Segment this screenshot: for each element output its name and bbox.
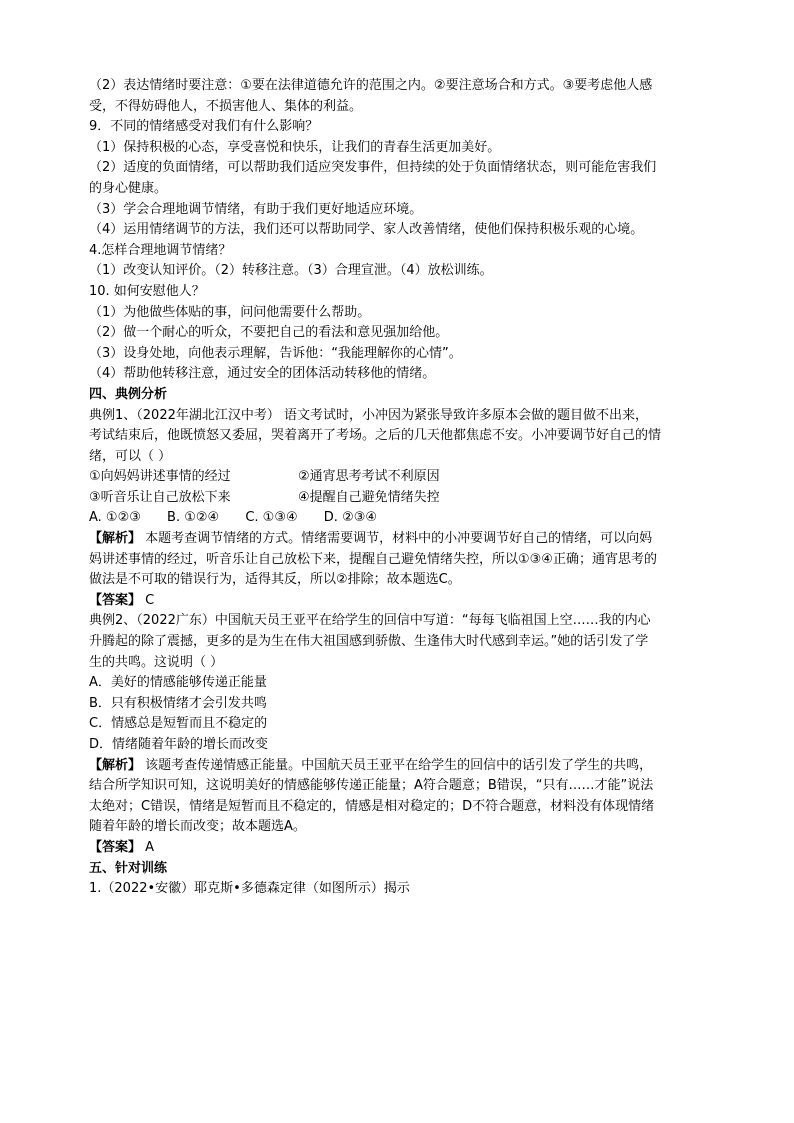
option-d: D．情绪随着年龄的增长而改变 [89,737,269,752]
example2-stem-line: 典例2、（2022广东）中国航天员王亚平在给学生的回信中写道：“每每飞临祖国上空……我的内心 [89,613,651,629]
text-line: （2）适度的负面情绪，可以帮助我们适应突发事件，但持续的处于负面情绪状态，则可能危害我们 [89,160,657,176]
text-line: （1）为他做些体贴的事，问问他需要什么帮助。 [89,304,371,320]
example1-stem-line: 典例1、（2022年湖北江汉中考） 语文考试时，小冲因为紧张导致许多原本会做的题目做不出来， [89,407,648,423]
example1-choices [89,508,709,529]
example2-answer [89,838,709,859]
option-b: B．只有积极情绪才会引发共鸣 [89,695,267,711]
example1-item: ①向妈妈讲述事情的经过 [89,469,231,485]
section4-heading: 四、典例分析 [89,386,168,402]
analysis-text: 该题考查传递情感正能量。中国航天员王亚平在给学生的回信中的话引发了学生的共鸣， [141,757,653,773]
answer-value: C [141,592,155,608]
example1-analysis-line [89,529,709,550]
example1-item: ③听音乐让自己放松下来 [89,489,231,505]
example1-items-row [89,467,709,488]
text-line: （3）设身处地，向他表示理解，告诉他：“我能理解你的心情”。 [89,345,462,361]
analysis-label: 【解析】 [89,531,142,547]
example1-items-row [89,488,709,509]
example1-analysis-line: 做法是不可取的错误行为，适得其反，所以②排除；故本题选C。 [89,572,461,588]
practice-question-1: 1.（2022•安徽）耶克斯•多德森定律（如图所示）揭示 [89,881,410,897]
text-line: （2）表达情绪时要注意：①要在法律道德允许的范围之内。②要注意场合和方式。③要考虑他人感 [89,78,653,93]
example1-item: ④提醒自己避免情绪失控 [298,489,440,505]
document-page [89,76,709,900]
text-line: 的身心健康。 [89,180,168,196]
text-line: （4）运用情绪调节的方法，我们还可以帮助同学、家人改善情绪，使他们保持积极乐观的心境。 [89,222,644,238]
text-line: （1）保持积极的心态，享受喜悦和快乐，让我们的青春生活更加美好。 [89,139,501,155]
example1-answer [89,591,709,612]
example1-item: ②通宵思考考试不利原因 [298,469,440,485]
example2-stem-line: 升腾起的除了震撼，更多的是为生在伟大祖国感到骄傲、生逢伟大时代感到幸运。”她的话引发了学 [89,634,649,650]
answer-value: A [141,839,155,855]
analysis-text: 本题考查调节情绪的方式。情绪需要调节，材料中的小冲要调节好自己的情绪，可以向妈 [141,531,653,547]
option-c: C．情感总是短暂而且不稳定的 [89,716,268,732]
text-line: （2）做一个耐心的听众，不要把自己的看法和意见强加给他。 [89,325,449,341]
example-2 [89,611,709,858]
text-line: （1）改变认知评价。（2）转移注意。（3）合理宣泄。（4）放松训练。 [89,263,493,279]
analysis-label: 【解析】 [89,757,142,773]
section5-heading: 五、针对训练 [89,860,168,876]
choice-a: A. ①②③ [89,510,141,526]
example2-stem-line: 生的共鸣。这说明（ ） [89,654,224,670]
example1-analysis-line: 妈讲述事情的经过，听音乐让自己放松下来，提醒自己避免情绪失控，所以①③④正确；通宵思考的 [89,551,657,567]
example2-analysis-line: 结合所学知识可知，这说明美好的情感能够传递正能量；A符合题意；B错误，“只有……才能”说法 [89,778,654,794]
text-line: 受，不得妨碍他人，不损害他人、集体的利益。 [89,98,363,114]
answer-label: 【答案】 [89,839,142,855]
example2-analysis-line [89,756,709,777]
choice-b: B. ①②④ [167,510,220,526]
question-10: 10. 如何安慰他人？ [89,283,205,299]
example1-stem-line: 绪，可以（ ） [89,448,172,464]
example1-stem-line: 考试结束后，他既愤怒又委屈，哭着离开了考场。之后的几天他都焦虑不安。小冲要调节好自己的情 [89,428,662,444]
choice-c: C. ①③④ [245,510,298,526]
example-1 [89,406,709,612]
answer-label: 【答案】 [89,592,142,608]
question-9: 9．不同的情绪感受对我们有什么影响？ [89,119,319,135]
example2-analysis-line: 太绝对；C错误，情绪是短暂而且不稳定的，情感是相对稳定的；D不符合题意，材料没有体现情绪 [89,798,655,814]
section3-tail [89,76,709,385]
text-line: （3）学会合理地调节情绪，有助于我们更好地适应环境。 [89,201,423,217]
example2-analysis-line: 随着年龄的增长而改变；故本题选A。 [89,819,306,835]
option-a: A．美好的情感能够传递正能量 [89,675,267,691]
text-line: （4）帮助他转移注意，通过安全的团体活动转移他的情绪。 [89,366,436,382]
question-4: 4.怎样合理地调节情绪？ [89,242,232,258]
choice-d: D. ②③④ [323,510,378,526]
